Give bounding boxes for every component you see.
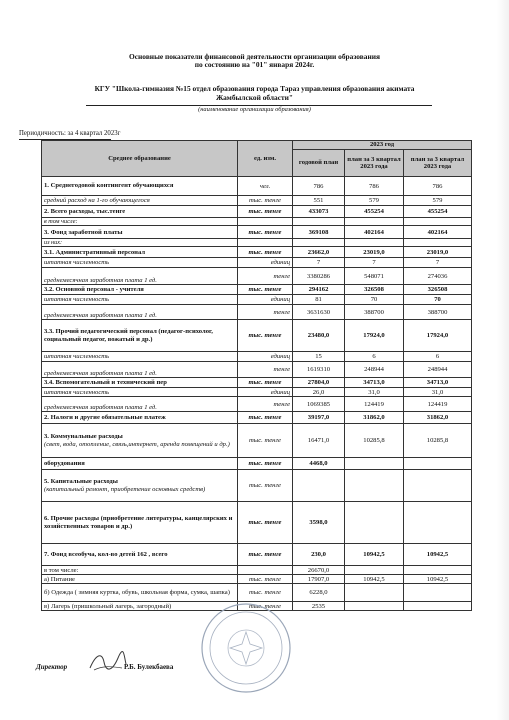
row-value-annual: 3631630	[293, 305, 345, 320]
periodicity-label: Периодичность: за 4 квартал 2023г	[19, 130, 121, 137]
row-unit: тенге	[238, 305, 293, 320]
row-unit: тенге	[238, 268, 293, 285]
official-stamp-icon	[198, 600, 294, 696]
row-label: 7. Фонд всеобуча, кол-во детей 162 , всего	[42, 544, 238, 566]
table-row	[42, 295, 472, 305]
row-value-q3-b	[404, 584, 472, 602]
table-row	[42, 502, 472, 544]
header-unit: ед. изм.	[238, 141, 293, 177]
row-unit: единиц	[238, 258, 293, 268]
row-label: средний расход на 1-го обучающегося	[42, 196, 238, 206]
row-label: в) Лагерь (пришкольный лагерь, загородный)	[42, 602, 238, 611]
row-unit: тенге	[238, 362, 293, 378]
table-row	[42, 247, 472, 258]
table-row	[42, 470, 472, 502]
row-value-annual: 3598,0	[293, 502, 345, 544]
row-label-main: 5. Капитальные расходы	[44, 477, 118, 485]
director-name: Р.Б. Булекбаева	[124, 663, 174, 671]
row-unit: единиц	[238, 295, 293, 305]
organization-name-line2: Жамбылской области"	[215, 93, 294, 102]
table-row	[42, 218, 472, 226]
row-value-annual: 1619310	[293, 362, 345, 378]
row-label: 2. Налоги и другие обязательные платеж	[42, 412, 238, 424]
row-value-q3: 10942,5	[345, 544, 404, 566]
row-value-annual	[293, 218, 345, 226]
row-unit: тыс. тенге	[238, 424, 293, 458]
row-value-q3: 388700	[345, 305, 404, 320]
organization-name-line1: КГУ "Школа-гимназия №15 отдел образования города Тараз управления образования акимата	[94, 84, 415, 93]
table-row	[42, 584, 472, 602]
row-value-q3: 31,0	[345, 388, 404, 397]
header-education: Среднее образование	[42, 141, 238, 177]
row-value-q3-b	[404, 239, 472, 247]
row-label-detail: (капитальный ремонт, приобретение основных средств)	[44, 485, 206, 493]
row-unit: тыс. тенге	[238, 196, 293, 206]
table-row	[42, 226, 472, 239]
row-value-q3: 6	[345, 352, 404, 362]
header-q3-plan: план за 3 квартал 2023 года	[345, 150, 404, 177]
director-label: Директор	[36, 663, 68, 671]
table-row	[42, 424, 472, 458]
row-value-q3-b	[404, 218, 472, 226]
table-row	[42, 285, 472, 295]
row-value-q3-b: 6	[404, 352, 472, 362]
row-label: 3.3. Прочий педагогический персонал (педагог-психолог, социальный педагог, вожатый и др.)	[42, 320, 238, 352]
row-value-q3-b: 34713,0	[404, 378, 472, 388]
row-value-q3: 34713,0	[345, 378, 404, 388]
row-unit: единиц	[238, 352, 293, 362]
row-value-q3-b: 23019,0	[404, 247, 472, 258]
row-value-annual: 17907,0	[293, 575, 345, 584]
row-label: из них:	[42, 239, 238, 247]
row-label: 3.2. Основной персонал - учителя	[42, 285, 238, 295]
row-value-q3	[345, 584, 404, 602]
row-value-q3	[345, 458, 404, 470]
table-row	[42, 177, 472, 196]
row-value-q3-b: 388700	[404, 305, 472, 320]
row-value-q3-b: 17924,0	[404, 320, 472, 352]
row-value-q3: 70	[345, 295, 404, 305]
row-value-q3: 7	[345, 258, 404, 268]
row-unit: тыс. тенге	[238, 206, 293, 218]
table-row	[42, 239, 472, 247]
row-unit	[238, 218, 293, 226]
row-value-annual: 23662,0	[293, 247, 345, 258]
row-unit: чел.	[238, 177, 293, 196]
row-value-annual: 15	[293, 352, 345, 362]
row-value-annual: 26670,0	[293, 566, 345, 575]
document-date: по состоянию на "01" января 2024г.	[194, 60, 315, 69]
header-year: 2023 год	[293, 141, 472, 150]
organization-caption: (наименование организации образования)	[198, 106, 311, 113]
row-label: штатная численность	[42, 388, 238, 397]
row-unit: единиц	[238, 388, 293, 397]
row-unit: тыс. тенге	[238, 458, 293, 470]
row-label: штатная численность	[42, 258, 238, 268]
row-value-annual: 39197,0	[293, 412, 345, 424]
row-value-annual: 230,0	[293, 544, 345, 566]
row-value-q3-b: 7	[404, 258, 472, 268]
row-label: 3. Фонд заработной платы	[42, 226, 238, 239]
row-value-annual: 1069385	[293, 397, 345, 412]
row-value-annual: 4468,0	[293, 458, 345, 470]
row-unit: тыс. тенге	[238, 502, 293, 544]
table-row	[42, 206, 472, 218]
row-unit: тыс. тенге	[238, 602, 293, 611]
row-label: среднемесячная заработная плата 1 ед.	[42, 305, 238, 320]
table-row	[42, 362, 472, 378]
row-value-q3: 402164	[345, 226, 404, 239]
row-unit: тыс. тенге	[238, 412, 293, 424]
row-value-annual: 294162	[293, 285, 345, 295]
row-value-annual: 26,0	[293, 388, 345, 397]
row-value-q3-b: 10285,8	[404, 424, 472, 458]
row-label: оборудования	[42, 458, 238, 470]
row-label	[42, 470, 238, 502]
row-value-annual: 3380286	[293, 268, 345, 285]
row-value-annual: 786	[293, 177, 345, 196]
table-row	[42, 258, 472, 268]
table-row	[42, 352, 472, 362]
row-unit: тыс. тенге	[238, 378, 293, 388]
row-value-q3: 455254	[345, 206, 404, 218]
row-unit	[238, 239, 293, 247]
row-value-q3-b: 10942,5	[404, 575, 472, 584]
row-value-q3: 326508	[345, 285, 404, 295]
header-q3-plan-2: план за 3 квартал 2023 года	[404, 150, 472, 177]
row-value-annual: 551	[293, 196, 345, 206]
row-value-annual: 16471,0	[293, 424, 345, 458]
row-label: 1. Среднегодовой контингент обучающихся	[42, 177, 238, 196]
row-value-q3-b	[404, 566, 472, 575]
row-value-annual: 6228,0	[293, 584, 345, 602]
row-value-q3-b: 31862,0	[404, 412, 472, 424]
financial-indicators-table	[41, 140, 472, 611]
row-value-annual: 81	[293, 295, 345, 305]
row-label: среднемесячная заработная плата 1 ед.	[42, 397, 238, 412]
row-value-q3: 579	[345, 196, 404, 206]
row-label: штатная численность	[42, 352, 238, 362]
row-value-q3-b	[404, 458, 472, 470]
row-value-annual: 23480,0	[293, 320, 345, 352]
row-unit: тыс. тенге	[238, 320, 293, 352]
row-value-annual: 369108	[293, 226, 345, 239]
row-value-q3-b: 786	[404, 177, 472, 196]
row-value-q3-b: 31,0	[404, 388, 472, 397]
row-value-q3-b: 248944	[404, 362, 472, 378]
row-value-q3: 548071	[345, 268, 404, 285]
row-label-detail: (свет, вода, отопление, связь,интернет, аренда помещений и др.)	[44, 440, 230, 448]
table-row	[42, 458, 472, 470]
row-label: а) Питание	[42, 575, 238, 584]
table-row	[42, 388, 472, 397]
row-value-q3-b: 70	[404, 295, 472, 305]
row-value-q3: 786	[345, 177, 404, 196]
row-value-q3	[345, 566, 404, 575]
row-label: в том числе:	[42, 566, 238, 575]
row-label: б) Одежда ( зимняя куртка, обувь, школьная форма, сумка, шапка)	[42, 584, 238, 602]
row-value-q3-b	[404, 602, 472, 611]
table-row	[42, 397, 472, 412]
signature-icon	[88, 650, 128, 674]
row-value-q3-b: 10942,5	[404, 544, 472, 566]
row-value-annual	[293, 470, 345, 502]
row-value-q3-b: 326508	[404, 285, 472, 295]
table-row	[42, 575, 472, 584]
row-value-annual: 27804,0	[293, 378, 345, 388]
table-row	[42, 268, 472, 285]
row-value-q3-b: 274036	[404, 268, 472, 285]
table-row	[42, 544, 472, 566]
row-unit: тыс. тенге	[238, 247, 293, 258]
row-value-q3: 10285,8	[345, 424, 404, 458]
row-value-q3-b: 124419	[404, 397, 472, 412]
row-unit: тыс. тенге	[238, 575, 293, 584]
row-value-q3: 23019,0	[345, 247, 404, 258]
row-value-q3	[345, 218, 404, 226]
row-value-annual	[293, 239, 345, 247]
row-value-annual: 433073	[293, 206, 345, 218]
table-row	[42, 412, 472, 424]
row-value-q3	[345, 470, 404, 502]
row-unit: тыс. тенге	[238, 584, 293, 602]
table-row	[42, 196, 472, 206]
row-value-q3: 10942,5	[345, 575, 404, 584]
row-value-q3-b: 579	[404, 196, 472, 206]
row-unit: тыс. тенге	[238, 544, 293, 566]
row-value-q3-b	[404, 502, 472, 544]
row-value-q3-b	[404, 470, 472, 502]
document-title: Основные показатели финансовой деятельности организации образования	[129, 52, 380, 61]
row-label: среднемесячная заработная плата 1 ед.	[42, 362, 238, 378]
row-value-annual: 7	[293, 258, 345, 268]
row-value-q3-b: 402164	[404, 226, 472, 239]
row-label-main: 3. Коммунальные расходы	[44, 432, 123, 440]
table-row	[42, 566, 472, 575]
row-value-q3	[345, 239, 404, 247]
row-label: в том числе:	[42, 218, 238, 226]
row-label	[42, 424, 238, 458]
row-unit: тыс. тенге	[238, 226, 293, 239]
row-value-annual: 2535	[293, 602, 345, 611]
row-unit: тенге	[238, 397, 293, 412]
row-label: 3.4. Вспомогательный и технический пер	[42, 378, 238, 388]
table-row	[42, 378, 472, 388]
row-label: 3.1. Административный персонал	[42, 247, 238, 258]
row-label: среднемесячная заработная плата 1 ед.	[42, 268, 238, 285]
row-value-q3: 124419	[345, 397, 404, 412]
row-value-q3-b: 455254	[404, 206, 472, 218]
row-unit	[238, 566, 293, 575]
table-row	[42, 305, 472, 320]
row-label: 2. Всего расходы, тыс.тенге	[42, 206, 238, 218]
row-unit: тыс. тенге	[238, 285, 293, 295]
header-annual-plan: годовой план	[293, 150, 345, 177]
row-value-q3: 17924,0	[345, 320, 404, 352]
scan-edge-shadow	[497, 0, 509, 720]
table-row	[42, 320, 472, 352]
row-value-q3	[345, 602, 404, 611]
row-label: штатная численность	[42, 295, 238, 305]
row-label: 6. Прочие расходы (приобретение литературы, канцелярских и хозяйственных товаров и др.)	[42, 502, 238, 544]
row-value-q3	[345, 502, 404, 544]
row-value-q3: 31862,0	[345, 412, 404, 424]
row-unit: тыс. тенге	[238, 470, 293, 502]
row-value-q3: 248944	[345, 362, 404, 378]
